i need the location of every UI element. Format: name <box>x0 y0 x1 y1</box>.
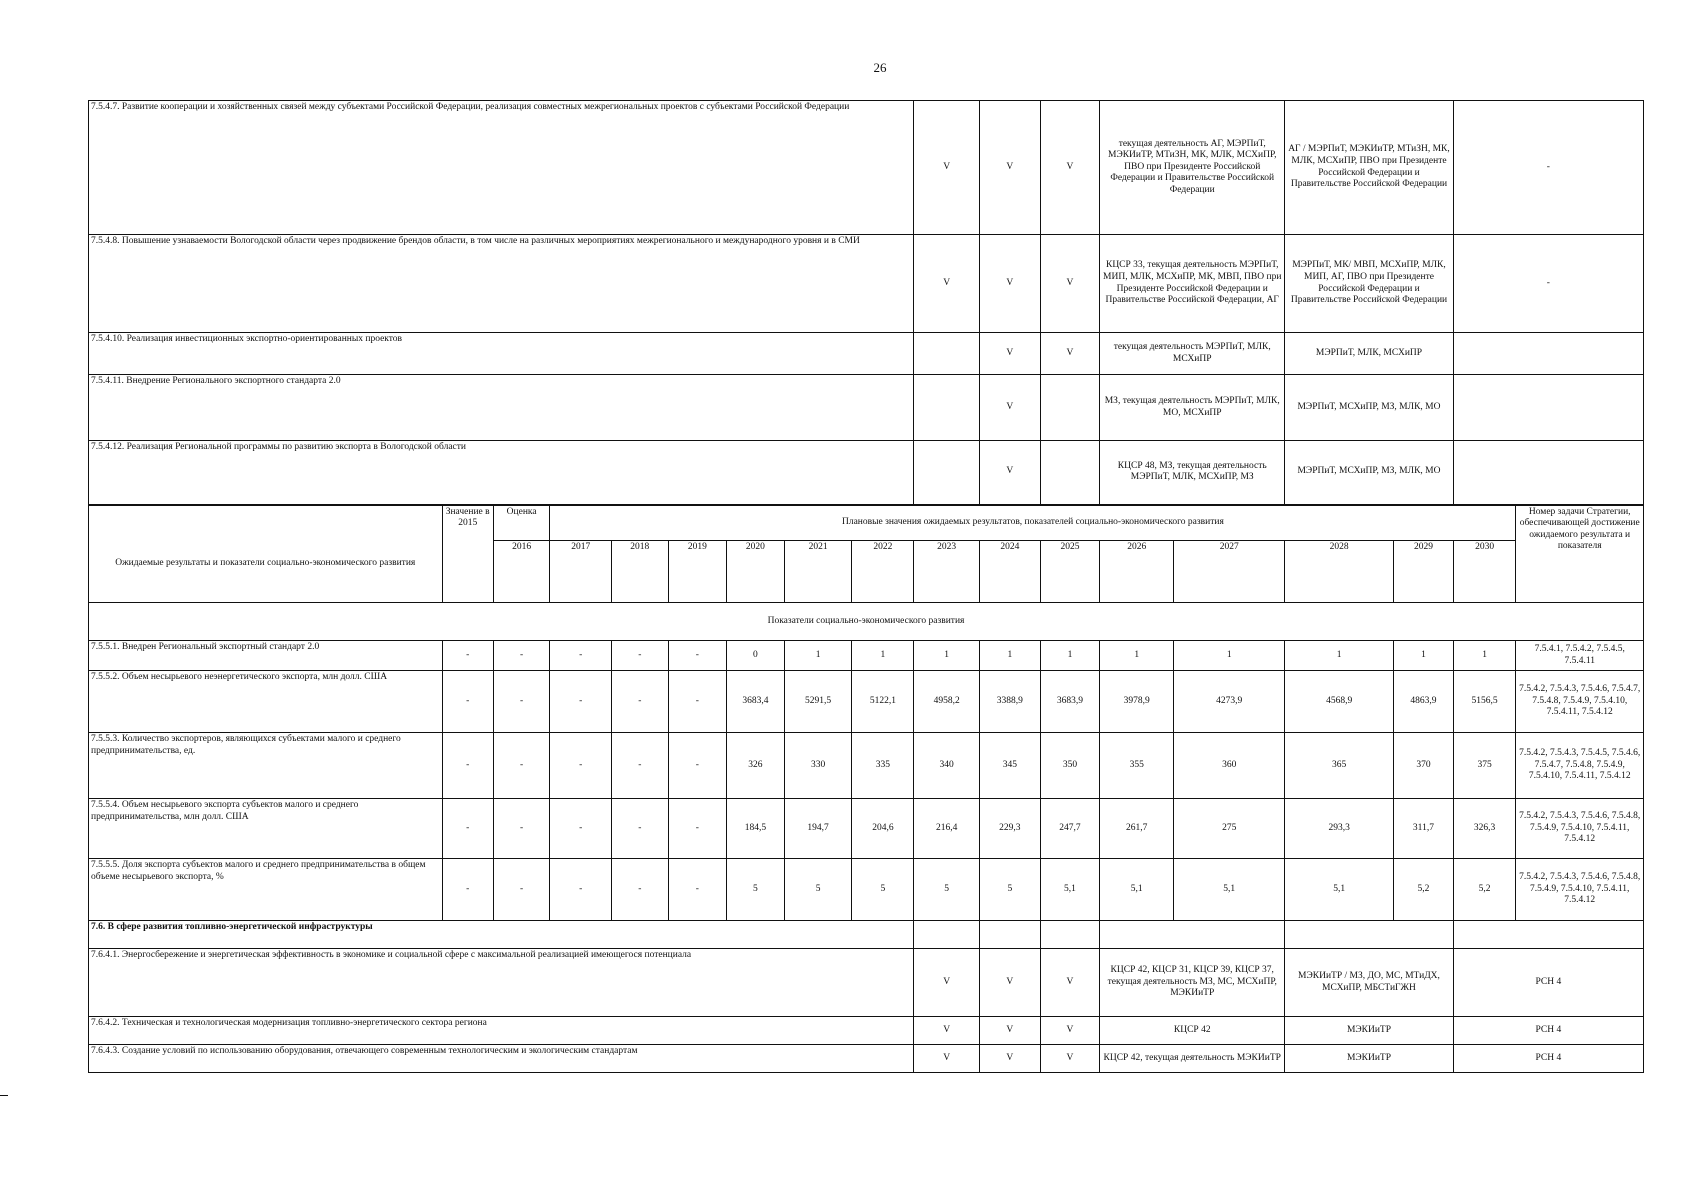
section-row <box>89 603 1644 641</box>
activity-row <box>89 1017 1644 1045</box>
indicator-row <box>89 859 1644 921</box>
check-mark: V <box>1040 1017 1100 1045</box>
indicator-value: - <box>442 799 493 859</box>
empty-cell <box>1285 921 1454 949</box>
indicator-tasks: 7.5.4.2, 7.5.4.3, 7.5.4.5, 7.5.4.6, 7.5.4.7, 7.5.4.8, 7.5.4.9, 7.5.4.10, 7.5.4.11, 7.5.4.12 <box>1516 733 1644 799</box>
check-mark: V <box>980 949 1041 1017</box>
indicator-value: 5 <box>914 859 980 921</box>
indicator-value: 5,1 <box>1100 859 1174 921</box>
check-mark <box>914 333 980 375</box>
indicator-value: 1 <box>784 641 852 671</box>
indicator-value: 1 <box>980 641 1041 671</box>
check-mark: V <box>980 333 1041 375</box>
indicator-value: 5291,5 <box>784 671 852 733</box>
indicator-value: 1 <box>1100 641 1174 671</box>
indicator-value: 326 <box>727 733 785 799</box>
indicator-row <box>89 799 1644 859</box>
page-number: 26 <box>873 60 887 75</box>
indicator-value: - <box>442 641 493 671</box>
indicator-value: 293,3 <box>1285 799 1394 859</box>
year-header: 2027 <box>1174 541 1285 603</box>
activity-text: 7.6.4.1. Энергосбережение и энергетическая эффективность в экономике и социальной сфере с максимальной реализацией имеющегося потенциала <box>89 949 914 1017</box>
indicator-tasks: 7.5.4.1, 7.5.4.2, 7.5.4.5, 7.5.4.11 <box>1516 641 1644 671</box>
activity-row <box>89 333 1644 375</box>
check-mark: V <box>980 1045 1041 1073</box>
indicator-value: 5,2 <box>1394 859 1454 921</box>
check-mark <box>1040 441 1100 505</box>
check-mark: V <box>1040 333 1100 375</box>
indicator-value: 355 <box>1100 733 1174 799</box>
indicator-value: 326,3 <box>1453 799 1516 859</box>
empty-cell <box>980 921 1041 949</box>
indicator-tasks: 7.5.4.2, 7.5.4.3, 7.5.4.6, 7.5.4.8, 7.5.4.9, 7.5.4.10, 7.5.4.11, 7.5.4.12 <box>1516 799 1644 859</box>
indicator-value: - <box>668 799 727 859</box>
activity-row <box>89 949 1644 1017</box>
activity-note: РСН 4 <box>1453 1017 1643 1045</box>
margin-mark <box>0 1095 8 1096</box>
activity-note <box>1453 375 1643 441</box>
funding-source: КЦСР 48, МЗ, текущая деятельность МЭРПиТ, МЛК, МСХиПР, МЗ <box>1100 441 1285 505</box>
check-mark: V <box>1040 1045 1100 1073</box>
indicator-name: 7.5.5.1. Внедрен Региональный экспортный стандарт 2.0 <box>89 641 443 671</box>
executors: МЭРПиТ, МК/ МВП, МСХиПР, МЛК, МИП, АГ, ПВО при Президенте Российской Федерации и Правительстве Российской Федерации <box>1285 235 1454 333</box>
table-header-row <box>89 505 1644 541</box>
check-mark: V <box>980 1017 1041 1045</box>
indicator-value: - <box>612 671 669 733</box>
check-mark <box>914 441 980 505</box>
check-mark: V <box>1040 949 1100 1017</box>
activity-note <box>1453 333 1643 375</box>
indicator-value: - <box>493 733 550 799</box>
executors: АГ / МЭРПиТ, МЭКИиТР, МТиЗН, МК, МЛК, МСХиПР, ПВО при Президенте Российской Федерации и Правительстве Российской Федерации <box>1285 101 1454 235</box>
check-mark <box>914 375 980 441</box>
indicator-value: 1 <box>852 641 914 671</box>
indicator-value: - <box>493 799 550 859</box>
indicator-value: - <box>668 733 727 799</box>
funding-source: МЗ, текущая деятельность МЭРПиТ, МЛК, МО, МСХиПР <box>1100 375 1285 441</box>
indicator-value: 5156,5 <box>1453 671 1516 733</box>
check-mark: V <box>914 1045 980 1073</box>
indicator-value: 216,4 <box>914 799 980 859</box>
funding-source: текущая деятельность АГ, МЭРПиТ, МЭКИиТР, МТиЗН, МК, МЛК, МСХиПР, ПВО при Президенте Российской Федерации и Правительстве Российской Федерации <box>1100 101 1285 235</box>
check-mark: V <box>914 101 980 235</box>
indicator-value: - <box>612 799 669 859</box>
indicator-value: 5,2 <box>1453 859 1516 921</box>
indicator-value: - <box>493 641 550 671</box>
expected-results-header: Ожидаемые результаты и показатели социально-экономического развития <box>89 505 443 603</box>
indicator-value: - <box>668 671 727 733</box>
activity-row <box>89 441 1644 505</box>
activity-note: - <box>1453 101 1643 235</box>
indicator-value: - <box>493 859 550 921</box>
task-number-header: Номер задачи Стратегии, обеспечивающей достижение ожидаемого результата и показателя <box>1516 505 1644 603</box>
planned-values-header: Плановые значения ожидаемых результатов, показателей социально-экономического развития <box>550 505 1516 541</box>
indicator-value: 365 <box>1285 733 1394 799</box>
activity-text: 7.5.4.12. Реализация Региональной программы по развитию экспорта в Вологодской области <box>89 441 914 505</box>
indicator-value: 4958,2 <box>914 671 980 733</box>
check-mark: V <box>980 375 1041 441</box>
year-header: 2022 <box>852 541 914 603</box>
indicator-value: - <box>612 859 669 921</box>
indicator-row <box>89 641 1644 671</box>
indicator-value: 3683,9 <box>1040 671 1100 733</box>
executors: МЭКИиТР <box>1285 1017 1454 1045</box>
indicator-value: 247,7 <box>1040 799 1100 859</box>
indicator-value: 340 <box>914 733 980 799</box>
executors: МЭКИиТР <box>1285 1045 1454 1073</box>
year-header: 2026 <box>1100 541 1174 603</box>
check-mark: V <box>980 101 1041 235</box>
funding-source: КЦСР 33, текущая деятельность МЭРПиТ, МИП, МЛК, МСХиПР, МК, МВП, ПВО при Президенте Российской Федерации и Правительстве Российской Федерации, АГ <box>1100 235 1285 333</box>
section-76-row <box>89 921 1644 949</box>
activity-note <box>1453 441 1643 505</box>
funding-source: КЦСР 42, текущая деятельность МЭКИиТР <box>1100 1045 1285 1073</box>
indicator-value: 184,5 <box>727 799 785 859</box>
indicator-value: 350 <box>1040 733 1100 799</box>
check-mark: V <box>914 949 980 1017</box>
empty-cell <box>1453 921 1643 949</box>
activity-text: 7.5.4.7. Развитие кооперации и хозяйственных связей между субъектами Российской Федерации, реализация совместных межрегиональных проектов с субъектами Российской Федерации <box>89 101 914 235</box>
indicator-value: 229,3 <box>980 799 1041 859</box>
indicator-value: - <box>612 641 669 671</box>
activity-row <box>89 375 1644 441</box>
indicator-value: 5 <box>980 859 1041 921</box>
funding-source: текущая деятельность МЭРПиТ, МЛК, МСХиПР <box>1100 333 1285 375</box>
indicator-value: 3683,4 <box>727 671 785 733</box>
activity-row <box>89 101 1644 235</box>
activity-text: 7.5.4.11. Внедрение Регионального экспортного стандарта 2.0 <box>89 375 914 441</box>
indicator-value: 330 <box>784 733 852 799</box>
executors: МЭРПиТ, МЛК, МСХиПР <box>1285 333 1454 375</box>
section-label: Показатели социально-экономического развития <box>89 603 1644 641</box>
indicator-name: 7.5.5.5. Доля экспорта субъектов малого и среднего предпринимательства в общем объеме несырьевого экспорта, % <box>89 859 443 921</box>
indicator-value: - <box>668 859 727 921</box>
indicator-value: 4273,9 <box>1174 671 1285 733</box>
check-mark: V <box>980 441 1041 505</box>
year-header: 2030 <box>1453 541 1516 603</box>
indicator-value: 204,6 <box>852 799 914 859</box>
check-mark <box>1040 375 1100 441</box>
indicator-value: 1 <box>1394 641 1454 671</box>
check-mark: V <box>980 235 1041 333</box>
indicator-value: - <box>442 733 493 799</box>
indicator-value: 3388,9 <box>980 671 1041 733</box>
activity-note: РСН 4 <box>1453 1045 1643 1073</box>
indicator-value: 370 <box>1394 733 1454 799</box>
indicator-value: 5,1 <box>1174 859 1285 921</box>
year-header: 2020 <box>727 541 785 603</box>
indicator-name: 7.5.5.3. Количество экспортеров, являющихся субъектами малого и среднего предпринимательства, ед. <box>89 733 443 799</box>
year-header: 2025 <box>1040 541 1100 603</box>
indicator-value: 311,7 <box>1394 799 1454 859</box>
indicator-value: - <box>550 859 612 921</box>
funding-source: КЦСР 42, КЦСР 31, КЦСР 39, КЦСР 37, текущая деятельность МЗ, МС, МСХиПР, МЭКИиТР <box>1100 949 1285 1017</box>
indicator-value: 1 <box>1285 641 1394 671</box>
activity-text: 7.6.4.3. Создание условий по использованию оборудования, отвечающего современным технологическим и экологическим стандартам <box>89 1045 914 1073</box>
empty-cell <box>1040 921 1100 949</box>
indicator-value: - <box>668 641 727 671</box>
indicator-value: 4863,9 <box>1394 671 1454 733</box>
funding-source: КЦСР 42 <box>1100 1017 1285 1045</box>
year-header: 2029 <box>1394 541 1454 603</box>
executors: МЭКИиТР / МЗ, ДО, МС, МТиДХ, МСХиПР, МБСТиГЖН <box>1285 949 1454 1017</box>
activity-text: 7.6.4.2. Техническая и технологическая модернизация топливно-энергетического сектора региона <box>89 1017 914 1045</box>
activity-row <box>89 1045 1644 1073</box>
indicator-value: - <box>550 799 612 859</box>
indicator-value: 345 <box>980 733 1041 799</box>
strategy-table <box>88 100 1644 1073</box>
estimate-header: Оценка <box>493 505 550 541</box>
indicator-value: 5 <box>852 859 914 921</box>
empty-cell <box>914 921 980 949</box>
indicator-value: - <box>442 859 493 921</box>
activity-row <box>89 235 1644 333</box>
year-header: 2017 <box>550 541 612 603</box>
indicator-value: 1 <box>1174 641 1285 671</box>
indicator-value: 5 <box>727 859 785 921</box>
indicator-value: - <box>442 671 493 733</box>
year-header: 2021 <box>784 541 852 603</box>
indicator-value: 3978,9 <box>1100 671 1174 733</box>
year-header: 2016 <box>493 541 550 603</box>
executors: МЭРПиТ, МСХиПР, МЗ, МЛК, МО <box>1285 441 1454 505</box>
year-header: 2028 <box>1285 541 1394 603</box>
indicator-value: 375 <box>1453 733 1516 799</box>
indicator-row <box>89 671 1644 733</box>
activity-note: - <box>1453 235 1643 333</box>
check-mark: V <box>1040 101 1100 235</box>
indicator-value: 194,7 <box>784 799 852 859</box>
indicator-name: 7.5.5.2. Объем несырьевого неэнергетического экспорта, млн долл. США <box>89 671 443 733</box>
year-header: 2018 <box>612 541 669 603</box>
indicator-value: 4568,9 <box>1285 671 1394 733</box>
indicator-value: 261,7 <box>1100 799 1174 859</box>
indicator-value: - <box>612 733 669 799</box>
activity-note: РСН 4 <box>1453 949 1643 1017</box>
section-76-title: 7.6. В сфере развития топливно-энергетической инфраструктуры <box>89 921 914 949</box>
check-mark: V <box>914 235 980 333</box>
indicator-value: 5,1 <box>1285 859 1394 921</box>
indicator-value: 335 <box>852 733 914 799</box>
indicator-tasks: 7.5.4.2, 7.5.4.3, 7.5.4.6, 7.5.4.7, 7.5.4.8, 7.5.4.9, 7.5.4.10, 7.5.4.11, 7.5.4.12 <box>1516 671 1644 733</box>
activity-text: 7.5.4.8. Повышение узнаваемости Вологодской области через продвижение брендов области, в том числе на различных мероприятиях межрегионального и международного уровня и в СМИ <box>89 235 914 333</box>
indicator-value: 5122,1 <box>852 671 914 733</box>
indicator-value: 5 <box>784 859 852 921</box>
indicator-value: 5,1 <box>1040 859 1100 921</box>
indicator-value: - <box>550 671 612 733</box>
year-header: 2024 <box>980 541 1041 603</box>
executors: МЭРПиТ, МСХиПР, МЗ, МЛК, МО <box>1285 375 1454 441</box>
activity-text: 7.5.4.10. Реализация инвестиционных экспортно-ориентированных проектов <box>89 333 914 375</box>
check-mark: V <box>1040 235 1100 333</box>
indicator-value: - <box>550 641 612 671</box>
indicator-name: 7.5.5.4. Объем несырьевого экспорта субъектов малого и среднего предпринимательства, млн долл. США <box>89 799 443 859</box>
year-header: 2023 <box>914 541 980 603</box>
indicator-value: 1 <box>1040 641 1100 671</box>
value-2015-header: Значение в 2015 <box>442 505 493 603</box>
indicator-value: - <box>493 671 550 733</box>
indicator-value: 1 <box>914 641 980 671</box>
indicator-row <box>89 733 1644 799</box>
indicator-tasks: 7.5.4.2, 7.5.4.3, 7.5.4.6, 7.5.4.8, 7.5.4.9, 7.5.4.10, 7.5.4.11, 7.5.4.12 <box>1516 859 1644 921</box>
indicator-value: 360 <box>1174 733 1285 799</box>
indicator-value: 0 <box>727 641 785 671</box>
indicator-value: - <box>550 733 612 799</box>
year-header: 2019 <box>668 541 727 603</box>
empty-cell <box>1100 921 1285 949</box>
indicator-value: 275 <box>1174 799 1285 859</box>
check-mark: V <box>914 1017 980 1045</box>
indicator-value: 1 <box>1453 641 1516 671</box>
